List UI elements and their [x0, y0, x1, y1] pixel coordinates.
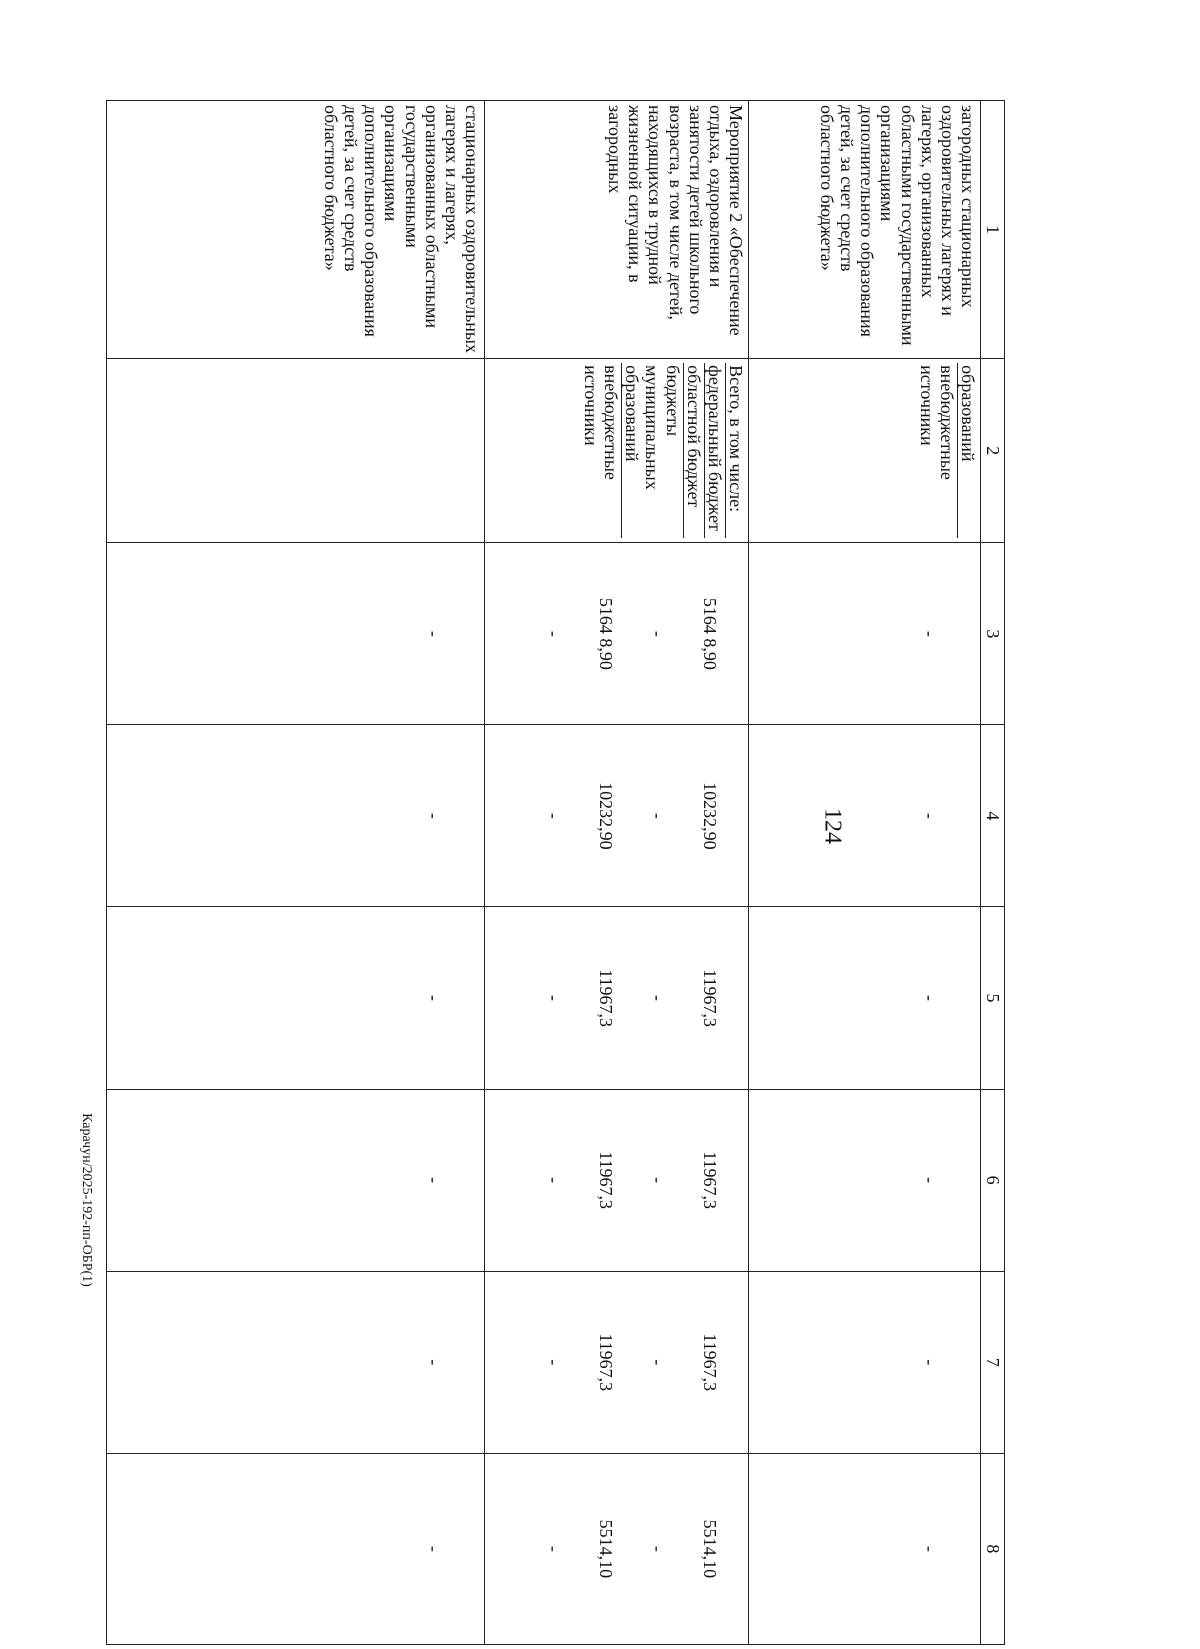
value-cell: -	[107, 1271, 485, 1453]
value-cell: -	[107, 543, 485, 725]
value-municipal: -	[544, 995, 564, 1002]
value-cell: -	[749, 1089, 981, 1271]
value-total: 5514,10	[700, 1519, 720, 1579]
source-label: образований	[957, 363, 978, 538]
value-federal: -	[648, 812, 668, 819]
budget-table	[106, 100, 1005, 1645]
value-cell: -	[749, 1453, 981, 1644]
value-regional: 10232,90	[596, 782, 616, 850]
value-total: 11967,3	[700, 1333, 720, 1392]
value-cell: -	[749, 543, 981, 725]
header-cell: 3	[981, 543, 1005, 725]
value-cell	[485, 725, 749, 907]
page-number: 124	[819, 808, 846, 844]
measure-name: Мероприятие 2 «Обеспечение отдыха, оздоровления и занятости детей школьного возраста, в том числе детей, находящихся в трудной жизненной ситуации, в загородных	[485, 101, 749, 359]
table-row	[749, 101, 981, 1645]
value-total: 5164 8,90	[700, 597, 720, 670]
header-cell: 5	[981, 907, 1005, 1089]
source-label: областной бюджет	[683, 363, 704, 538]
funding-sources	[749, 359, 981, 543]
funding-sources	[107, 359, 485, 543]
header-cell: 2	[981, 359, 1005, 543]
value-federal: -	[648, 1359, 668, 1366]
document-code: Карачун/2025-192-пп-ОБР(1)	[79, 1113, 94, 1287]
table-row	[107, 101, 485, 1645]
value-municipal: -	[544, 630, 564, 637]
value-cell: -	[107, 1089, 485, 1271]
value-total: 10232,90	[700, 782, 720, 850]
header-cell: 1	[981, 101, 1005, 359]
value-federal: -	[648, 1545, 668, 1552]
source-label: бюджеты муниципальных образований	[621, 363, 682, 538]
value-cell	[485, 907, 749, 1089]
value-cell: -	[107, 907, 485, 1089]
value-municipal: -	[544, 1359, 564, 1366]
value-regional: 11967,3	[596, 1151, 616, 1210]
header-cell: 4	[981, 725, 1005, 907]
header-row	[981, 101, 1005, 1645]
value-regional: 5164 8,90	[596, 597, 616, 670]
value-total: 11967,3	[700, 969, 720, 1027]
source-label: внебюджетные источники	[580, 365, 622, 480]
measure-name: стационарных оздоровительных лагерях и лагерях, организованных областными государственными организациями дополнительного образования детей, за счет средств областного бюджета»	[107, 101, 485, 359]
rotated-table-sheet	[107, 100, 1005, 1645]
header-cell: 8	[981, 1453, 1005, 1644]
value-cell: -	[107, 725, 485, 907]
value-municipal: -	[544, 1545, 564, 1552]
value-regional: 11967,3	[596, 969, 616, 1027]
value-cell: -	[107, 1453, 485, 1644]
value-federal: -	[648, 1177, 668, 1184]
value-municipal: -	[544, 812, 564, 819]
measure-name: загородных стационарных оздоровительных лагерях и лагерях, организованных областными государственными организациями дополнительного образования детей, за счет средств областного бюджета»	[749, 101, 981, 359]
value-regional: 11967,3	[596, 1333, 616, 1392]
value-cell	[485, 1089, 749, 1271]
source-label: федеральный бюджет	[704, 363, 725, 538]
value-total: 11967,3	[700, 1151, 720, 1210]
value-municipal: -	[544, 1177, 564, 1184]
source-label: внебюджетные источники	[916, 365, 957, 480]
value-cell	[485, 543, 749, 725]
value-cell: -	[749, 1271, 981, 1453]
value-cell	[485, 1271, 749, 1453]
value-cell: -	[749, 907, 981, 1089]
value-regional: 5514,10	[596, 1519, 616, 1579]
source-label: Всего, в том числе:	[725, 363, 746, 538]
value-federal: -	[648, 995, 668, 1002]
value-federal: -	[648, 630, 668, 637]
header-cell: 6	[981, 1089, 1005, 1271]
value-cell	[485, 1453, 749, 1644]
value-cell: -	[749, 725, 981, 907]
header-cell: 7	[981, 1271, 1005, 1453]
funding-sources	[485, 359, 749, 543]
table-row	[485, 101, 749, 1645]
